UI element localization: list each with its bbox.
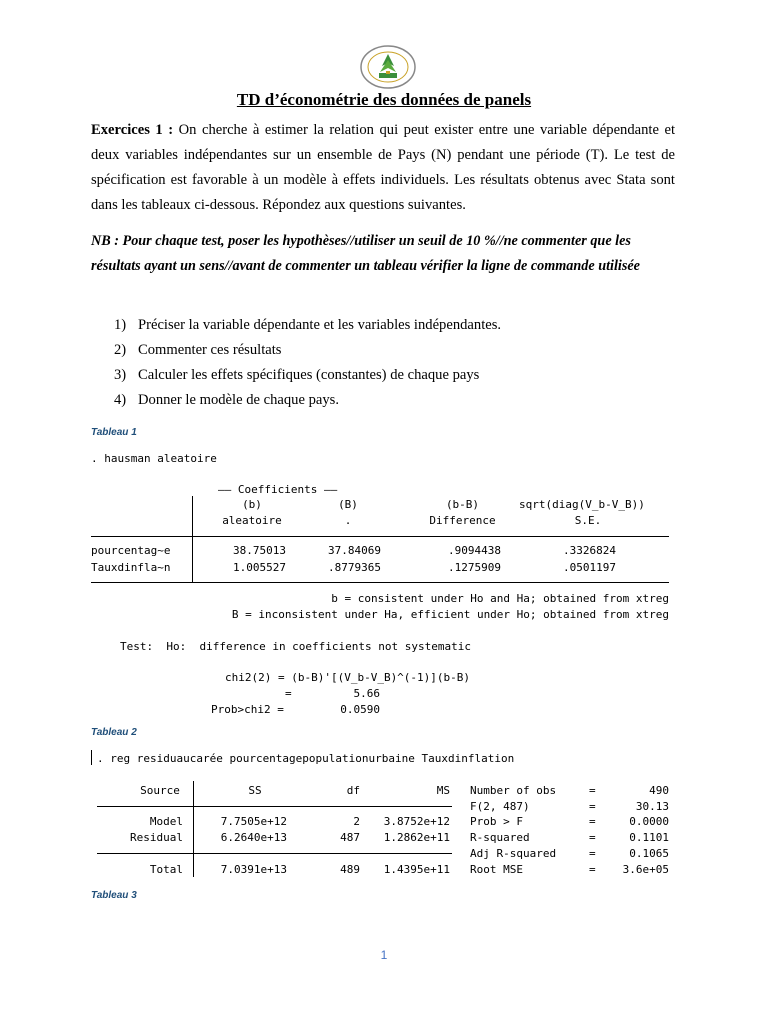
- tableau2-command: . reg residuaucarée pourcentagepopulationurbaine Tauxdinflation: [97, 752, 515, 765]
- table-cell: 2: [353, 815, 360, 828]
- stat-label: Root MSE: [470, 863, 523, 876]
- col-b-sub: aleatoire: [222, 514, 282, 527]
- prob-value: 0.0590: [340, 703, 380, 716]
- stat-eq: =: [589, 800, 596, 813]
- col-diff-header: (b-B): [445, 498, 480, 511]
- table-cell: .3326824: [563, 544, 616, 557]
- stat-eq: =: [589, 847, 596, 860]
- stat-value: 0.0000: [629, 815, 669, 828]
- tableau1-chi-formula: chi2(2) = (b-B)'[(V_b-V_B)^(-1)](b-B): [225, 671, 471, 684]
- table-cell: 489: [340, 863, 360, 876]
- tableau1-command: . hausman aleatoire: [91, 452, 217, 465]
- table-cell: 38.75013: [233, 544, 286, 557]
- question-list: [114, 313, 501, 413]
- col-source-header: Source: [140, 784, 180, 797]
- table-row-label: Tauxdinfla~n: [91, 561, 171, 574]
- col-df-header: df: [346, 784, 360, 797]
- table-cell: 3.8752e+12: [383, 815, 450, 828]
- university-seal-icon: [358, 44, 418, 90]
- list-item: 3) Calculer les effets spécifiques (constantes) de chaque pays: [114, 367, 480, 383]
- col-se-sub: S.E.: [574, 514, 602, 527]
- exercise-text: On cherche à estimer la relation qui peut exister entre une variable dépendante et deux variables indépendantes sur un ensemble de Pays (N) pendant une période (T). Le test de spécification est favorable à un modèle à effets individuels. Les résultats obtenus avec Stata sont dans les tableaux ci-dessous. Répondez aux questions suivantes.: [91, 122, 676, 213]
- table-cell: 37.84069: [328, 544, 381, 557]
- col-ss-header: SS: [248, 784, 262, 797]
- stat-value: 490: [649, 784, 669, 797]
- tableau1-note-B: B = inconsistent under Ha, efficient under Ho; obtained from xtreg: [231, 608, 669, 621]
- stat-label: Number of obs: [470, 784, 557, 797]
- table-cell: 1.2862e+11: [383, 831, 450, 844]
- stat-eq: =: [589, 863, 596, 876]
- tableau2-caption: Tableau 2: [91, 727, 137, 738]
- tableau1-caption: Tableau 1: [91, 427, 137, 438]
- stat-label: Adj R-squared: [470, 847, 557, 860]
- stat-eq: =: [589, 784, 596, 797]
- table-cell: 1.005527: [233, 561, 286, 574]
- table-cell: 6.2640e+13: [220, 831, 287, 844]
- tableau1-note-b: b = consistent under Ho and Ha; obtained from xtreg: [331, 592, 669, 605]
- list-item: 2) Commenter ces résultats: [114, 342, 282, 358]
- table-row-label: pourcentag~e: [91, 544, 171, 557]
- stat-label: F(2, 487): [470, 800, 530, 813]
- stat-eq: =: [589, 815, 596, 828]
- table-row-label: Total: [149, 863, 183, 876]
- table-cell: .8779365: [328, 561, 381, 574]
- table-row-label: Model: [149, 815, 183, 828]
- col-ms-header: MS: [436, 784, 450, 797]
- list-item: 4) Donner le modèle de chaque pays.: [114, 392, 339, 408]
- col-diff-sub: Difference: [429, 514, 496, 527]
- col-B-sub: .: [344, 514, 352, 527]
- nb-instructions: NB : Pour chaque test, poser les hypothèses//utiliser un seuil de 10 %//ne commenter que les résultats ayant un sens//avant de commenter un tableau vérifier la ligne de commande utilisée: [91, 233, 640, 274]
- chi-eq: =: [285, 687, 292, 700]
- stat-eq: =: [589, 831, 596, 844]
- prob-label: Prob>chi2 =: [211, 703, 284, 716]
- stat-value: 0.1065: [629, 847, 669, 860]
- stat-value: 0.1101: [629, 831, 669, 844]
- stat-label: R-squared: [470, 831, 530, 844]
- chi2-value: 5.66: [353, 687, 380, 700]
- table-cell: 487: [340, 831, 360, 844]
- col-B-header: (B): [338, 498, 358, 511]
- table-cell: .0501197: [563, 561, 616, 574]
- tableau3-caption: Tableau 3: [91, 890, 137, 901]
- page-number: 1: [380, 948, 388, 962]
- col-se-header: sqrt(diag(V_b-V_B)): [519, 498, 645, 511]
- page-title: TD d’économétrie des données de panels: [236, 90, 532, 109]
- table-cell: 1.4395e+11: [383, 863, 450, 876]
- table-cell: .9094438: [448, 544, 501, 557]
- table-cell: .1275909: [448, 561, 501, 574]
- stat-label: Prob > F: [470, 815, 523, 828]
- table-cell: 7.7505e+12: [220, 815, 287, 828]
- coefficients-header: —— Coefficients ——: [218, 483, 338, 496]
- exercise-label: Exercices 1 :: [91, 122, 174, 138]
- col-b-header: (b): [242, 498, 262, 511]
- stat-value: 3.6e+05: [622, 863, 669, 876]
- stat-value: 30.13: [635, 800, 669, 813]
- list-item: 1) Préciser la variable dépendante et les variables indépendantes.: [114, 317, 502, 333]
- tableau1-test-line: Test: Ho: difference in coefficients not systematic: [120, 640, 471, 653]
- exercise-paragraph: [91, 118, 675, 218]
- table-row-label: Residual: [130, 831, 183, 844]
- table-cell: 7.0391e+13: [220, 863, 287, 876]
- university-logo: [358, 44, 418, 90]
